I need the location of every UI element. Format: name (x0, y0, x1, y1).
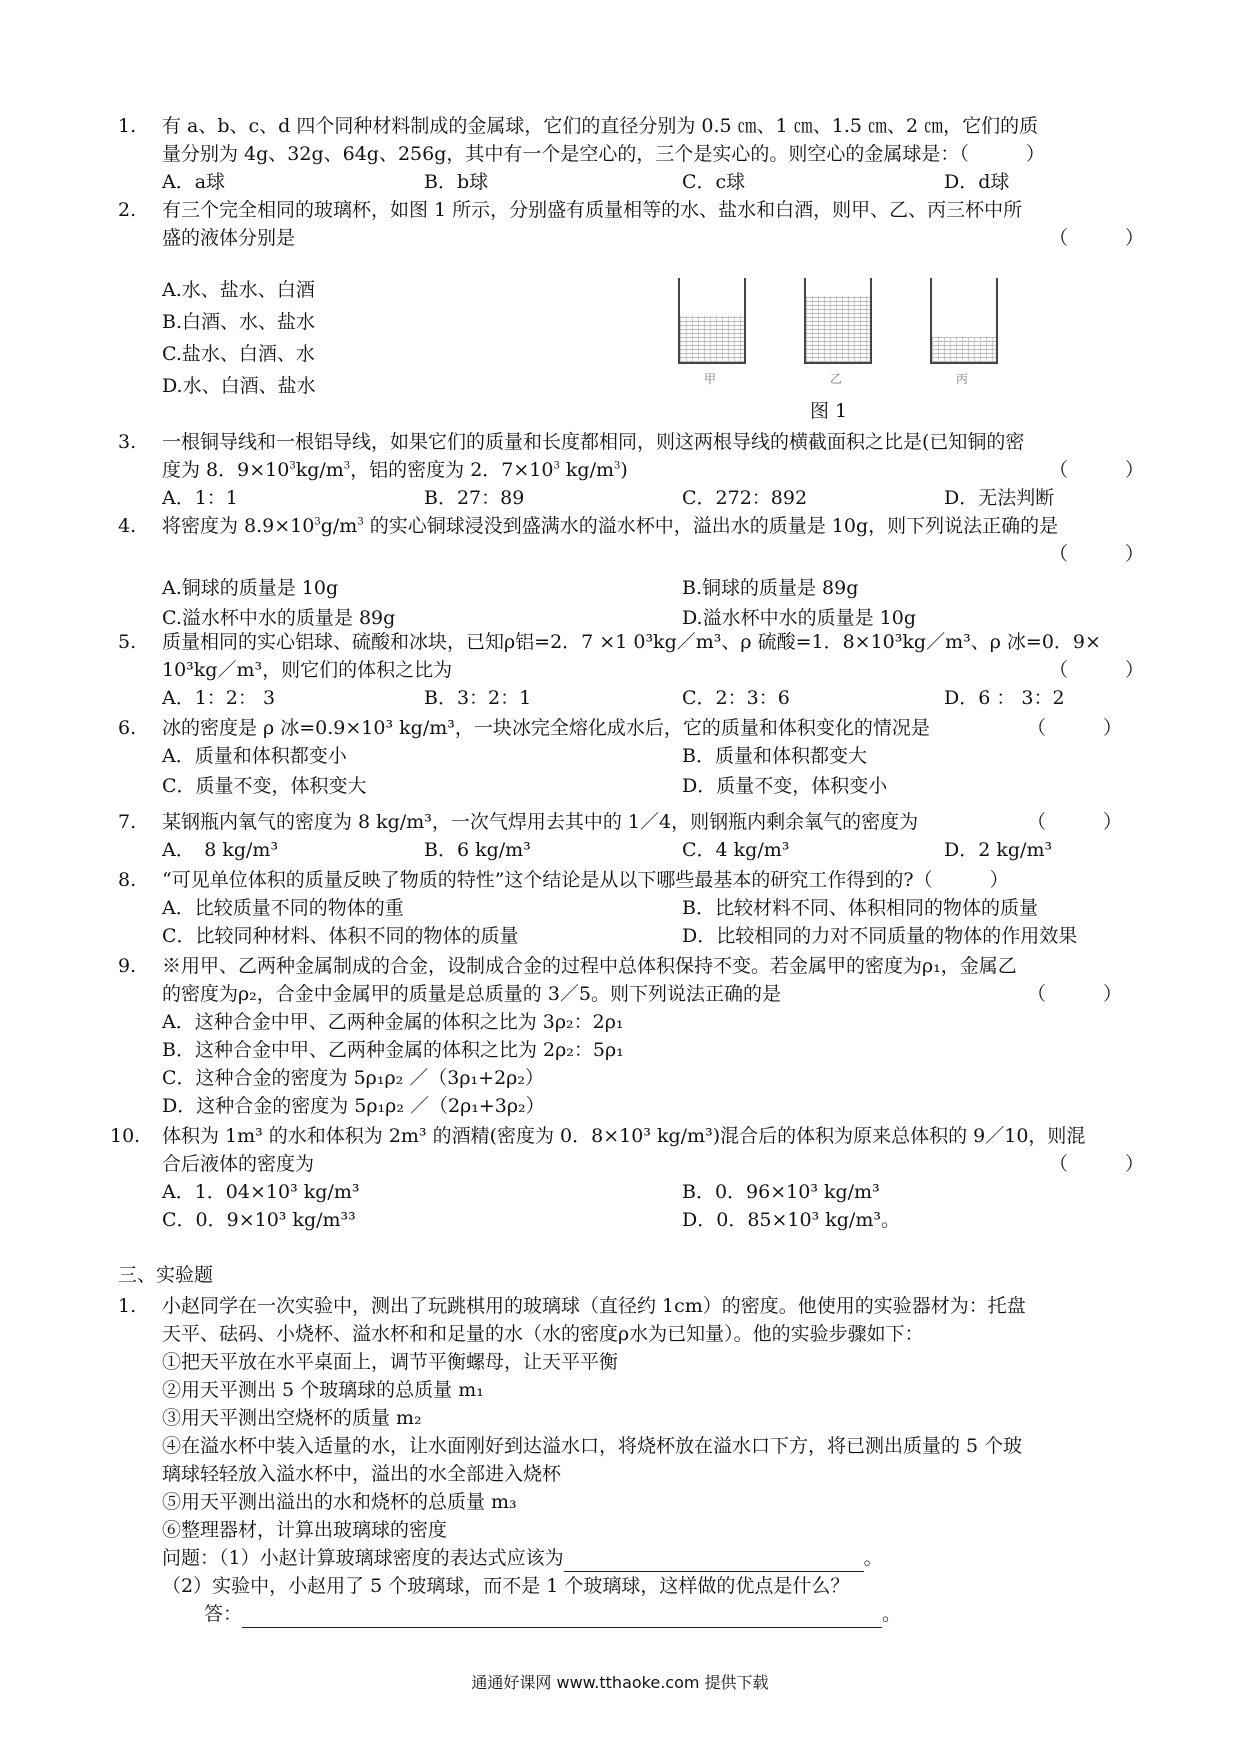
option-d[interactable]: D．2 kg/m³ (944, 839, 1053, 861)
option-d[interactable]: D．6 ： 3：2 (944, 687, 1065, 709)
options-row (162, 922, 1148, 950)
beaker-jia (678, 278, 746, 364)
question-1-row: 问题：（1）小赵计算玻璃球密度的表达式应该为 。 (162, 1544, 1148, 1572)
options-row (162, 684, 1148, 712)
answer-blank-1[interactable] (564, 1551, 864, 1572)
options-row (162, 484, 1148, 512)
option-c[interactable]: C．这种合金的密度为 5ρ₁ρ₂ ／（3ρ₁+2ρ₂） (162, 1067, 544, 1089)
liquid-fill (680, 316, 744, 362)
question-text: 体积为 1m³ 的水和体积为 2m³ 的酒精(密度为 0．8×10³ kg/m³)混合后的体积为原来总体积的 9／10，则混 合后液体的密度为 （ ） (162, 1122, 1148, 1178)
options-row (162, 168, 1148, 196)
question-7 (118, 808, 1148, 864)
beaker-label: 丙 (955, 372, 968, 386)
options-list (162, 1008, 1148, 1120)
option-a[interactable]: A.水、盐水、白酒 (162, 279, 315, 301)
option-b[interactable]: B．3：2：1 (424, 687, 532, 709)
question-number: 6. (118, 717, 137, 739)
option-b[interactable]: B.铜球的质量是 89g (682, 577, 859, 599)
step: ④在溢水杯中装入适量的水，让水面刚好到达溢水口，将烧杯放在溢水口下方，将已测出质量的 5 个玻 (162, 1435, 1023, 1457)
step: ②用天平测出 5 个玻璃球的总质量 m₁ (162, 1379, 484, 1401)
option-b[interactable]: B．6 kg/m³ (424, 839, 531, 861)
option-b[interactable]: B．0．96×10³ kg/m³ (682, 1181, 880, 1203)
step: ①把天平放在水平桌面上，调节平衡螺母，让天平平衡 (162, 1351, 619, 1373)
step: ③用天平测出空烧杯的质量 m₂ (162, 1407, 422, 1429)
answer-bracket: （ ） (1026, 983, 1122, 1005)
question-number: 7. (118, 811, 137, 833)
question-text: 有 a、b、c、d 四个同种材料制成的金属球，它们的直径分别为 0.5 ㎝、1 ㎝、1.5 ㎝、2 ㎝，它们的质 量分别为 4g、32g、64g、256g，其中有一个是空心的，三个是实心的。则空心的金属球是：（ ） (162, 115, 1045, 165)
answer-bracket: （ ） (1048, 227, 1144, 249)
question-8 (118, 866, 1148, 950)
question-10 (110, 1122, 1148, 1234)
liquid-fill (806, 296, 870, 362)
question-number: 4. (118, 515, 137, 537)
option-c[interactable]: C．4 kg/m³ (682, 839, 790, 861)
options-row (162, 574, 1148, 604)
question-6 (118, 714, 1148, 802)
question-text: 某钢瓶内氧气的密度为 8 kg/m³，一次气焊用去其中的 1／4，则钢瓶内剩余氧气的密度为 （ ） (162, 808, 1148, 836)
answer-bracket: （ ） (1026, 811, 1122, 833)
question-text: 一根铜导线和一根铝导线，如果它们的质量和长度都相同，则这两根导线的横截面积之比是(已知铜的密 度为 8．$9\times 10^3kg/m^3$，铝的密度为 2．$7\times 10^3$ $kg/m^3$) （ ） (162, 428, 1148, 484)
options-row (162, 772, 1148, 802)
question-text: ※用甲、乙两种金属制成的合金，设制成合金的过程中总体积保持不变。若金属甲的密度为ρ₁，金属乙 的密度为ρ₂，合金中金属甲的质量是总质量的 3／5。则下列说法正确的是 （ ） (162, 952, 1148, 1008)
option-b[interactable]: B．b球 (424, 171, 489, 193)
option-a[interactable]: A．这种合金中甲、乙两种金属的体积之比为 3ρ₂：2ρ₁ (162, 1011, 624, 1033)
option-d[interactable]: D．无法判断 (944, 487, 1055, 509)
beaker-label: 甲 (703, 372, 716, 386)
option-c[interactable]: C.溢水杯中水的质量是 89g (162, 607, 396, 629)
option-c[interactable]: C．质量不变，体积变大 (162, 775, 367, 797)
answer-bracket: （ ） (1048, 543, 1144, 565)
answer-blank-2[interactable] (242, 1607, 882, 1628)
experiment-intro: 小赵同学在一次实验中，测出了玩跳棋用的玻璃球（直径约 1cm）的密度。他使用的实验器材为：托盘 天平、砝码、小烧杯、溢水杯和和足量的水（水的密度ρ水为已知量）。他的实验步骤如下： (162, 1295, 1026, 1345)
question-9 (118, 952, 1148, 1120)
option-a[interactable]: A．1：2： 3 (162, 687, 276, 709)
options-row (162, 1206, 1148, 1234)
question-text: 冰的密度是 ρ 冰=0.9×10³ kg/m³，一块冰完全熔化成水后，它的质量和体积变化的情况是 （ ） (162, 714, 1148, 742)
option-b[interactable]: B．比较材料不同、体积相同的物体的质量 (682, 897, 1038, 919)
figure-1-beakers (678, 278, 998, 438)
option-a[interactable]: A．1：1 (162, 487, 238, 509)
question-number: 1. (118, 115, 137, 137)
option-c[interactable]: C．272：892 (682, 487, 808, 509)
beaker-label: 乙 (829, 372, 842, 386)
question-number: 9. (118, 955, 137, 977)
page-footer: 通通好课网 www.tthaoke.com 提供下载 (471, 1673, 769, 1692)
question-3 (118, 428, 1148, 512)
option-d[interactable]: D．这种合金的密度为 5ρ₁ρ₂ ／（2ρ₁+3ρ₂） (162, 1095, 545, 1117)
experiment-question-1 (118, 1292, 1148, 1628)
experiment-steps (118, 1348, 1148, 1544)
question-number: 10. (110, 1125, 141, 1147)
option-b[interactable]: B.白酒、水、盐水 (162, 311, 316, 333)
option-c[interactable]: C.盐水、白酒、水 (162, 343, 315, 365)
option-d[interactable]: D.水、白酒、盐水 (162, 375, 316, 397)
question-5 (118, 628, 1148, 712)
option-a[interactable]: A．a球 (162, 171, 226, 193)
options-list (162, 274, 1148, 402)
option-a[interactable]: A．质量和体积都变小 (162, 745, 347, 767)
option-c[interactable]: C．0．9×10³ kg/m³³ (162, 1209, 356, 1231)
question-text: “可见单位体积的质量反映了物质的特性”这个结论是从以下哪些最基本的研究工作得到的?（ ） (162, 869, 1009, 891)
option-d[interactable]: D．比较相同的力对不同质量的物体的作用效果 (682, 925, 1078, 947)
question-4 (118, 512, 1148, 634)
question-number: 8. (118, 869, 137, 891)
question-2-row: （2）实验中，小赵用了 5 个玻璃球，而不是 1 个玻璃球，这样做的优点是什么？ (162, 1575, 850, 1597)
beaker-bing (930, 278, 998, 364)
options-row (162, 742, 1148, 772)
answer-bracket: （ ） (1048, 659, 1144, 681)
options-row (162, 1178, 1148, 1206)
question-1 (118, 112, 1148, 196)
step: ⑤用天平测出溢出的水和烧杯的总质量 m₃ (162, 1491, 517, 1513)
option-d[interactable]: D．0．85×10³ kg/m³。 (682, 1209, 900, 1231)
option-d[interactable]: D.溢水杯中水的质量是 10g (682, 607, 916, 629)
step: 璃球轻轻放入溢水杯中，溢出的水全部进入烧杯 (162, 1463, 562, 1485)
option-a[interactable]: A．1．04×10³ kg/m³ (162, 1181, 360, 1203)
options-row (162, 836, 1148, 864)
option-a[interactable]: A.铜球的质量是 10g (162, 577, 339, 599)
question-number: 5. (118, 631, 137, 653)
answer-bracket: （ ） (1048, 459, 1144, 481)
answer-row: 答： 。 (204, 1600, 1148, 1628)
answer-bracket: （ ） (1048, 1153, 1144, 1175)
question-number: 3. (118, 431, 137, 453)
option-c[interactable]: C．c球 (682, 171, 746, 193)
option-a[interactable]: A． 8 kg/m³ (162, 839, 279, 861)
option-d[interactable]: D．质量不变，体积变小 (682, 775, 888, 797)
option-a[interactable]: A．比较质量不同的物体的重 (162, 897, 404, 919)
option-b[interactable]: B．这种合金中甲、乙两种金属的体积之比为 2ρ₂：5ρ₁ (162, 1039, 624, 1061)
question-text: 有三个完全相同的玻璃杯，如图 1 所示，分别盛有质量相等的水、盐水和白酒，则甲、乙、丙三杯中所 盛的液体分别是 （ ） (162, 196, 1148, 252)
option-c[interactable]: C．2：3：6 (682, 687, 790, 709)
figure-caption: 图 1 (810, 400, 848, 422)
question-number: 1. (118, 1295, 137, 1317)
question-text: 将密度为 $8.9\times 10^3g/m^3$ 的实心铜球浸没到盛满水的溢水杯中，溢出水的质量是 10g，则下列说法正确的是 （ ） (162, 512, 1148, 568)
question-number: 2. (118, 199, 137, 221)
section-heading: 三、实验题 (118, 1264, 214, 1286)
step: ⑥整理器材，计算出玻璃球的密度 (162, 1519, 448, 1541)
option-d[interactable]: D．d球 (944, 171, 1010, 193)
question-text: 质量相同的实心铝球、硫酸和冰块，已知ρ铝=2．7 ×1 0³kg／m³、ρ 硫酸=1．8×10³kg／m³、ρ 冰=0．9× 10³kg／m³，则它们的体积之比为 （ ） (162, 628, 1148, 684)
beaker-yi (804, 278, 872, 364)
liquid-fill (932, 337, 996, 362)
options-row (162, 894, 1148, 922)
option-b[interactable]: B．27：89 (424, 487, 525, 509)
answer-bracket: （ ） (1026, 717, 1122, 739)
option-c[interactable]: C．比较同种材料、体积不同的物体的质量 (162, 925, 519, 947)
option-b[interactable]: B．质量和体积都变大 (682, 745, 867, 767)
